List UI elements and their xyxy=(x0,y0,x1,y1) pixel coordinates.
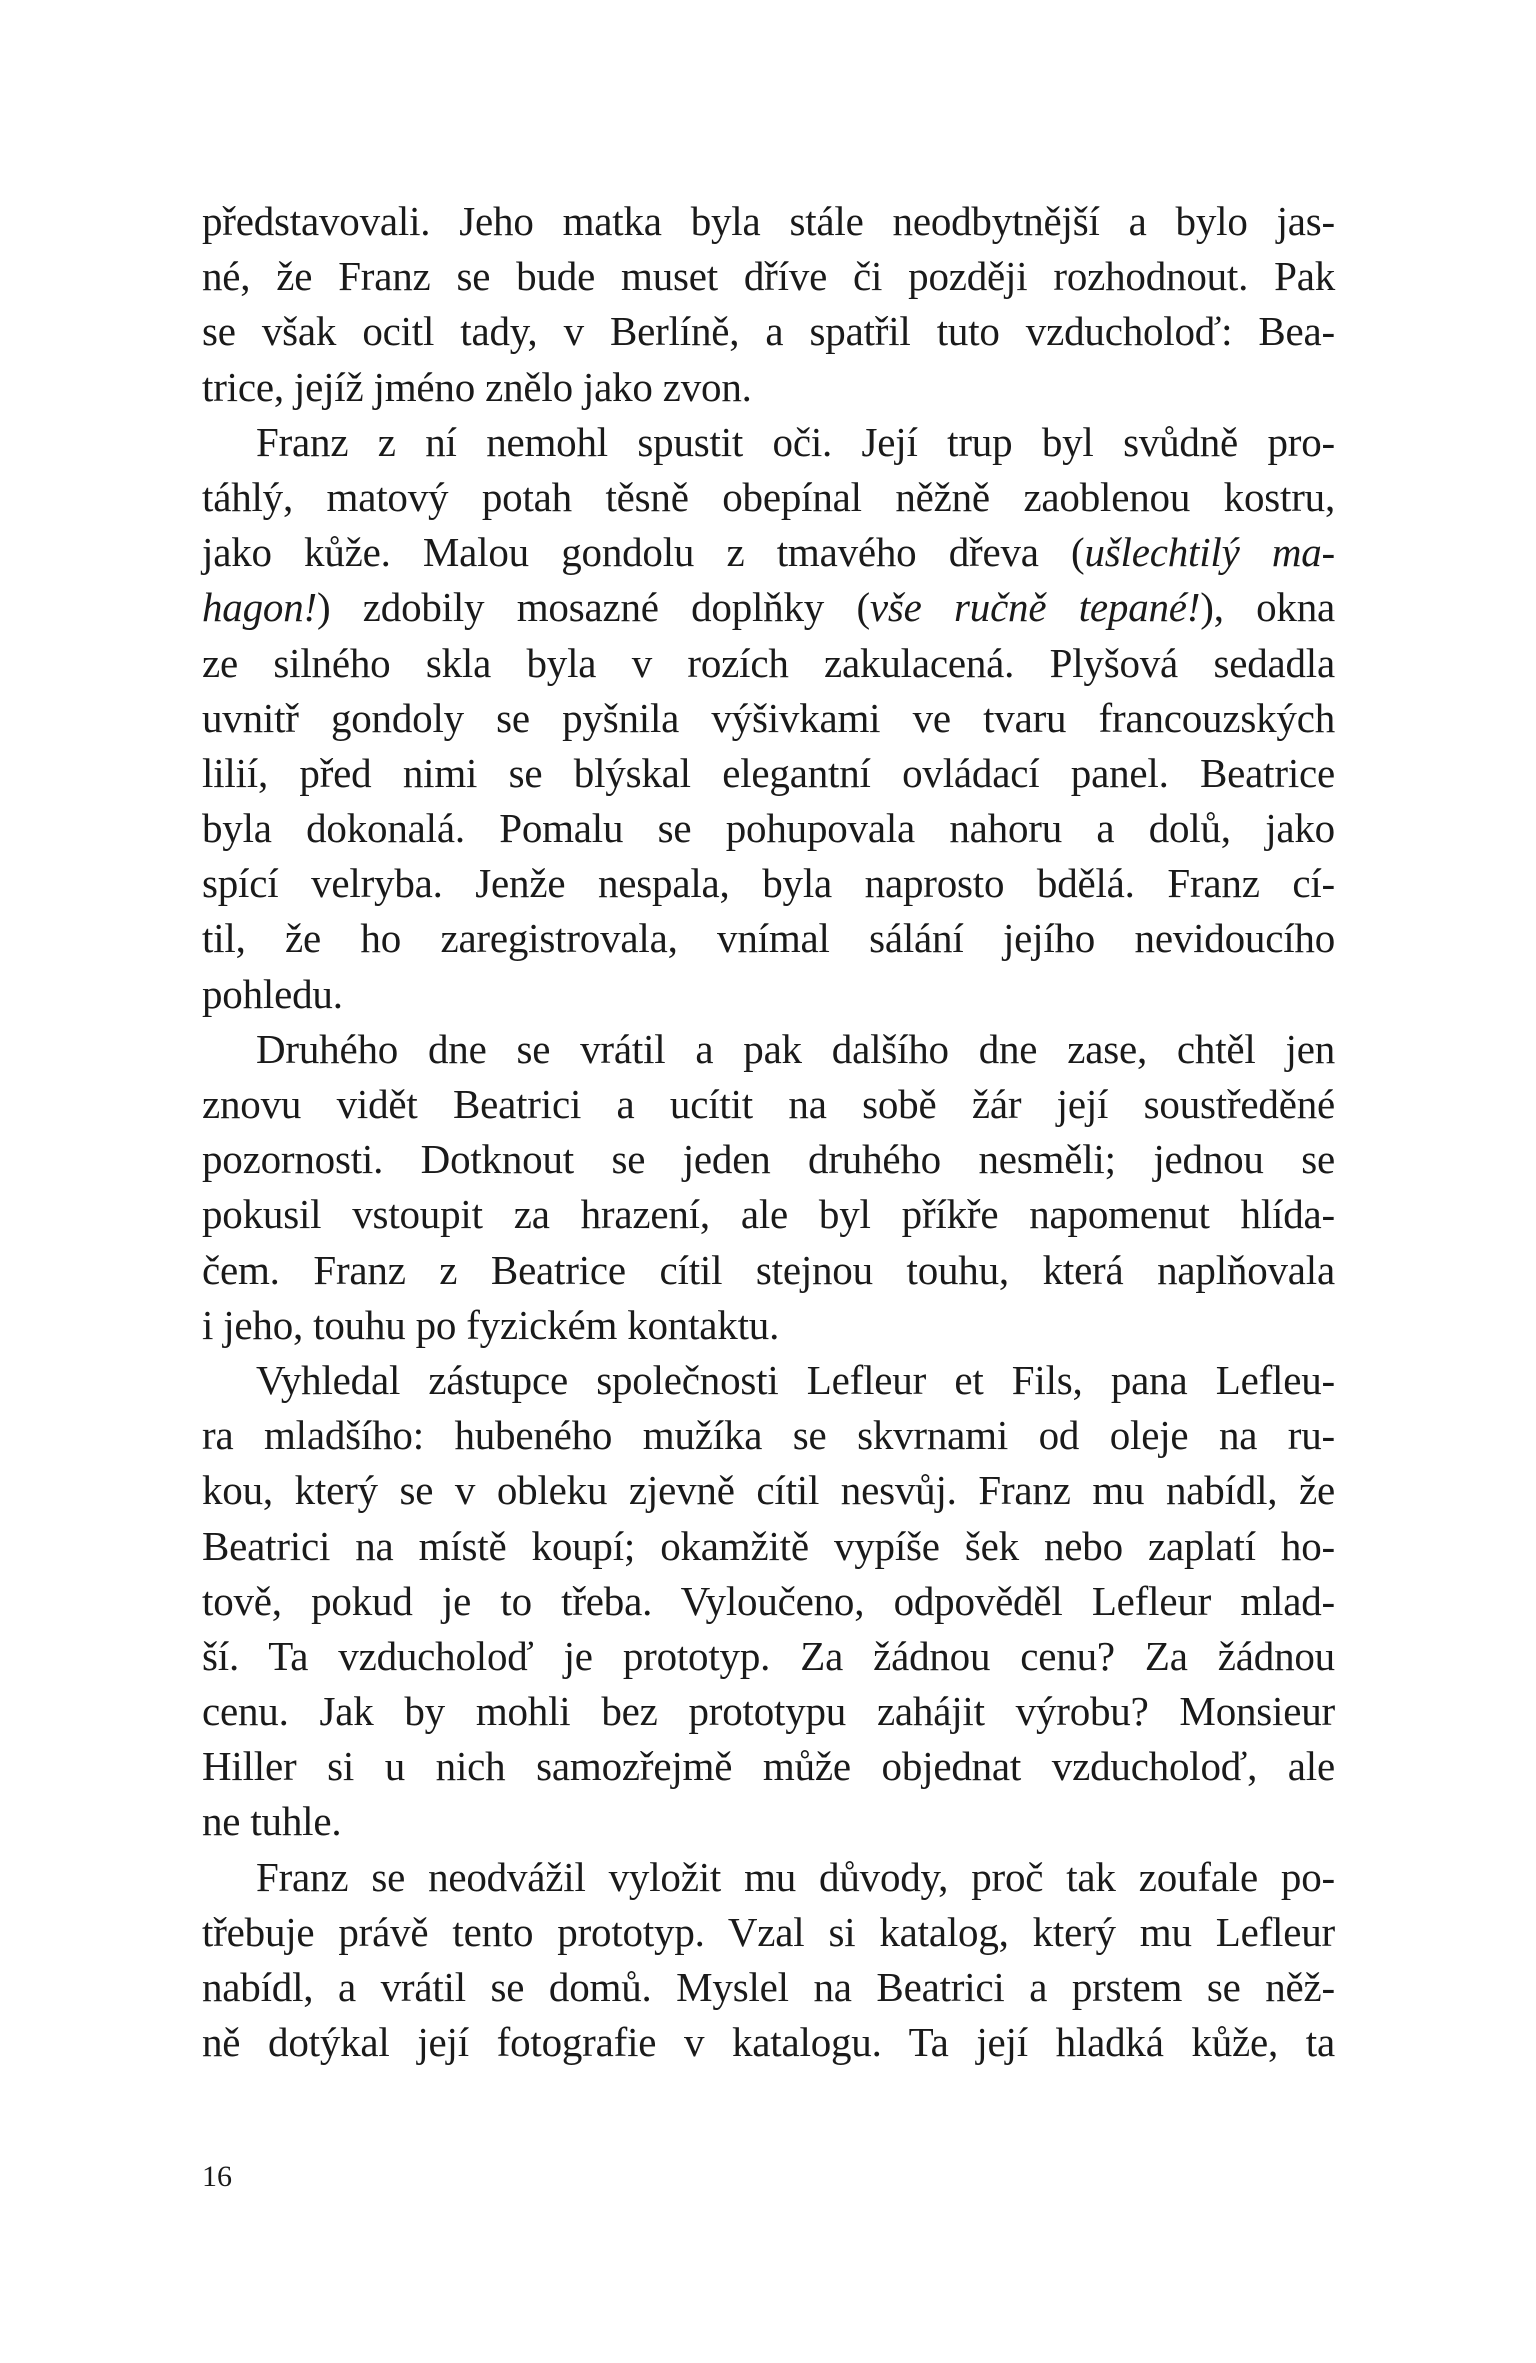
text-line xyxy=(202,1519,1335,1574)
text-line xyxy=(202,304,1335,359)
text-segment: čem. Franz z Beatrice cítil stejnou touhu, která naplňovala xyxy=(202,1246,1335,1293)
text-segment: Franz z ní nemohl spustit oči. Její trup byl svůdně pro- xyxy=(256,418,1335,465)
text-line xyxy=(202,1463,1335,1518)
text-segment: pozornosti. Dotknout se jeden druhého nesměli; jednou se xyxy=(202,1136,1335,1183)
text-line xyxy=(202,856,1335,911)
text-segment: Beatrici na místě koupí; okamžitě vypíše šek nebo zaplatí ho- xyxy=(202,1522,1335,1569)
text-segment: kou, který se v obleku zjevně cítil nesvůj. Franz mu nabídl, že xyxy=(202,1467,1335,1514)
text-line xyxy=(202,1574,1335,1629)
text-line xyxy=(202,194,1335,249)
text-line xyxy=(202,360,1335,415)
text-segment: ze silného skla byla v rozích zakulacená. Plyšová sedadla xyxy=(202,639,1335,686)
text-segment: i jeho, touhu po fyzickém kontaktu. xyxy=(202,1301,780,1348)
text-segment: trice, jejíž jméno znělo jako zvon. xyxy=(202,363,752,410)
text-segment: til, že ho zaregistrovala, vnímal sálání jejího nevidoucího xyxy=(202,915,1335,962)
text-segment: pokusil vstoupit za hrazení, ale byl příkře napomenut hlída- xyxy=(202,1191,1335,1238)
text-segment: uvnitř gondoly se pyšnila výšivkami ve tvaru francouzských xyxy=(202,694,1335,741)
text-line xyxy=(202,636,1335,691)
text-line xyxy=(202,470,1335,525)
text-segment: Franz se neodvážil vyložit mu důvody, proč tak zoufale po- xyxy=(256,1853,1335,1900)
page-number: 16 xyxy=(202,2160,232,2193)
text-segment: byla dokonalá. Pomalu se pohupovala nahoru a dolů, jako xyxy=(202,805,1335,852)
text-segment: znovu vidět Beatrici a ucítit na sobě žár její soustředěné xyxy=(202,1081,1335,1127)
text-line xyxy=(202,1243,1335,1298)
body-text xyxy=(202,194,1335,2070)
text-line xyxy=(202,1960,1335,2015)
text-line xyxy=(202,1684,1335,1739)
text-line xyxy=(202,967,1335,1022)
text-segment: tově, pokud je to třeba. Vyloučeno, odpověděl Lefleur mlad- xyxy=(202,1577,1335,1624)
text-segment: ší. Ta vzducholoď je prototyp. Za žádnou cenu? Za žádnou xyxy=(202,1632,1335,1679)
text-segment: ra mladšího: hubeného mužíka se skvrnami od oleje na ru- xyxy=(202,1412,1335,1459)
italic-text: hagon! xyxy=(202,584,317,631)
text-line xyxy=(202,691,1335,746)
text-line xyxy=(202,249,1335,304)
text-line xyxy=(202,1905,1335,1960)
text-segment: lilií, před nimi se blýskal elegantní ovládací panel. Beatrice xyxy=(202,749,1335,796)
text-segment: třebuje právě tento prototyp. Vzal si katalog, který mu Lefleur xyxy=(202,1908,1335,1955)
italic-text: vše ručně tepané! xyxy=(869,584,1201,631)
text-segment: Hiller si u nich samozřejmě může objednat vzducholoď, ale xyxy=(202,1743,1335,1790)
text-segment: představovali. Jeho matka byla stále neodbytnější a bylo jas- xyxy=(202,198,1335,244)
text-segment: cenu. Jak by mohli bez prototypu zahájit výrobu? Monsieur xyxy=(202,1688,1335,1735)
text-line xyxy=(202,1629,1335,1684)
italic-text: ušlechtilý ma- xyxy=(1084,529,1335,576)
text-line xyxy=(202,1077,1335,1132)
text-line xyxy=(202,1739,1335,1794)
text-segment: se však ocitl tady, v Berlíně, a spatřil tuto vzducholoď: Bea- xyxy=(202,308,1335,355)
text-segment: ne tuhle. xyxy=(202,1798,342,1845)
text-segment: né, že Franz se bude muset dříve či později rozhodnout. Pak xyxy=(202,253,1335,300)
text-line xyxy=(202,415,1335,470)
text-line xyxy=(202,1408,1335,1463)
text-segment: jako kůže. Malou gondolu z tmavého dřeva ( xyxy=(202,529,1085,576)
text-line xyxy=(202,1022,1335,1077)
text-segment: táhlý, matový potah těsně obepínal něžně zaoblenou kostru, xyxy=(202,473,1335,520)
text-line xyxy=(202,1132,1335,1187)
text-line xyxy=(202,801,1335,856)
text-segment: ně dotýkal její fotografie v katalogu. Ta její hladká kůže, ta xyxy=(202,2019,1335,2066)
text-line xyxy=(202,1794,1335,1849)
text-line xyxy=(202,580,1335,635)
text-line xyxy=(202,911,1335,966)
text-line xyxy=(202,1850,1335,1905)
text-line xyxy=(202,1298,1335,1353)
text-line xyxy=(202,525,1335,580)
text-line xyxy=(202,1187,1335,1242)
text-segment: nabídl, a vrátil se domů. Myslel na Beatrici a prstem se něž- xyxy=(202,1964,1335,2010)
text-segment: Vyhledal zástupce společnosti Lefleur et Fils, pana Lefleu- xyxy=(256,1356,1335,1403)
text-line xyxy=(202,2015,1335,2070)
text-segment: ) zdobily mosazné doplňky ( xyxy=(316,584,870,631)
text-segment: spící velryba. Jenže nespala, byla naprosto bdělá. Franz cí- xyxy=(202,860,1335,907)
text-line xyxy=(202,1353,1335,1408)
text-segment: Druhého dne se vrátil a pak dalšího dne zase, chtěl jen xyxy=(256,1025,1335,1072)
text-segment: pohledu. xyxy=(202,970,343,1017)
text-segment: ), okna xyxy=(1200,584,1336,631)
text-line xyxy=(202,746,1335,801)
